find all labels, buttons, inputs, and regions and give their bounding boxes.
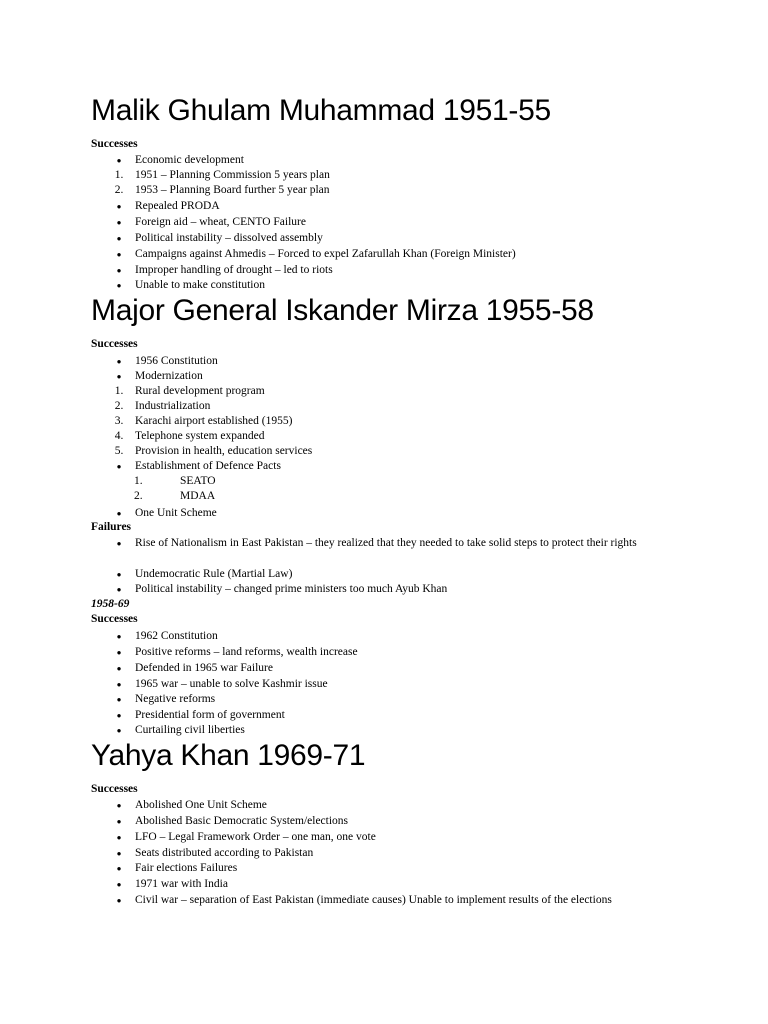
list-number: 2.: [134, 490, 143, 502]
bullet-icon: ●: [116, 250, 122, 259]
list-item: Economic development: [135, 154, 244, 166]
list-item: Political instability – dissolved assembly: [135, 232, 323, 244]
bullet-icon: ●: [116, 509, 122, 518]
list-item: Improper handling of drought – led to riots: [135, 264, 333, 276]
list-number: 3.: [114, 415, 124, 427]
bullet-icon: ●: [116, 896, 122, 905]
list-item: Provision in health, education services: [135, 445, 313, 457]
list-item: 1951 – Planning Commission 5 years plan: [135, 169, 330, 181]
subheading-failures: Failures: [91, 521, 132, 533]
list-number: 2.: [114, 184, 124, 196]
bullet-icon: ●: [116, 801, 122, 810]
bullet-icon: ●: [116, 218, 122, 227]
list-item: Unable to make constitution: [135, 279, 265, 291]
list-item: Establishment of Defence Pacts: [135, 460, 281, 472]
list-item: Campaigns against Ahmedis – Forced to expel Zafarullah Khan (Foreign Minister): [135, 248, 516, 260]
list-item: 1971 war with India: [135, 878, 228, 890]
bullet-icon: ●: [116, 817, 122, 826]
list-item: Modernization: [135, 370, 203, 382]
subheading-successes: Successes: [91, 613, 138, 625]
bullet-icon: ●: [116, 664, 122, 673]
list-number: 1.: [114, 385, 124, 397]
list-number: 2.: [114, 400, 124, 412]
list-item: One Unit Scheme: [135, 507, 217, 519]
bullet-icon: ●: [116, 711, 122, 720]
subheading-years: 1958-69: [91, 598, 130, 610]
list-item: Fair elections Failures: [135, 862, 238, 874]
list-item: Foreign aid – wheat, CENTO Failure: [135, 216, 306, 228]
bullet-icon: ●: [116, 266, 122, 275]
list-item: Industrialization: [135, 400, 211, 412]
bullet-icon: ●: [116, 695, 122, 704]
list-item: Presidential form of government: [135, 709, 285, 721]
list-item: 1956 Constitution: [135, 355, 218, 367]
list-item: Rural development program: [135, 385, 265, 397]
bullet-icon: ●: [116, 202, 122, 211]
heading-yahya-khan: Yahya Khan 1969-71: [91, 739, 366, 772]
list-item: Abolished One Unit Scheme: [135, 799, 267, 811]
list-item: 1965 war – unable to solve Kashmir issue: [135, 678, 328, 690]
list-item: Repealed PRODA: [135, 200, 220, 212]
bullet-icon: ●: [116, 726, 122, 735]
sub-list-item: SEATO: [180, 475, 216, 487]
list-item: Abolished Basic Democratic System/elections: [135, 815, 349, 827]
list-item: Curtailing civil liberties: [135, 724, 245, 736]
bullet-icon: ●: [116, 462, 122, 471]
subheading-successes: Successes: [91, 338, 138, 350]
bullet-icon: ●: [116, 357, 122, 366]
heading-iskander-mirza: Major General Iskander Mirza 1955-58: [91, 294, 594, 327]
sub-list-item: MDAA: [180, 490, 216, 502]
list-item: Defended in 1965 war Failure: [135, 662, 273, 674]
bullet-icon: ●: [116, 585, 122, 594]
list-item: Political instability – changed prime ministers too much Ayub Khan: [135, 583, 448, 595]
bullet-icon: ●: [116, 281, 122, 290]
heading-malik-ghulam-muhammad: Malik Ghulam Muhammad 1951-55: [91, 94, 551, 127]
subheading-successes: Successes: [91, 783, 138, 795]
list-number: 1.: [134, 475, 143, 487]
list-item: Civil war – separation of East Pakistan (immediate causes) Unable to implement results of the elections: [135, 894, 612, 906]
list-item: 1962 Constitution: [135, 630, 218, 642]
bullet-icon: ●: [116, 833, 122, 842]
bullet-icon: ●: [116, 849, 122, 858]
list-number: 5.: [114, 445, 124, 457]
list-item: Negative reforms: [135, 693, 216, 705]
list-item: Rise of Nationalism in East Pakistan – they realized that they needed to take solid steps to protect their rights: [135, 537, 637, 549]
bullet-icon: ●: [116, 880, 122, 889]
list-number: 1.: [114, 169, 124, 181]
list-item: Positive reforms – land reforms, wealth increase: [135, 646, 358, 658]
list-item: LFO – Legal Framework Order – one man, one vote: [135, 831, 376, 843]
list-item: Undemocratic Rule (Martial Law): [135, 568, 293, 580]
list-item: Seats distributed according to Pakistan: [135, 847, 314, 859]
list-item: 1953 – Planning Board further 5 year plan: [135, 184, 330, 196]
bullet-icon: ●: [116, 680, 122, 689]
list-item: Telephone system expanded: [135, 430, 265, 442]
bullet-icon: ●: [116, 372, 122, 381]
bullet-icon: ●: [116, 570, 122, 579]
bullet-icon: ●: [116, 156, 122, 165]
list-item: Karachi airport established (1955): [135, 415, 293, 427]
subheading-successes: Successes: [91, 138, 138, 150]
bullet-icon: ●: [116, 864, 122, 873]
bullet-icon: ●: [116, 234, 122, 243]
bullet-icon: ●: [116, 648, 122, 657]
list-number: 4.: [114, 430, 124, 442]
bullet-icon: ●: [116, 539, 122, 548]
bullet-icon: ●: [116, 632, 122, 641]
